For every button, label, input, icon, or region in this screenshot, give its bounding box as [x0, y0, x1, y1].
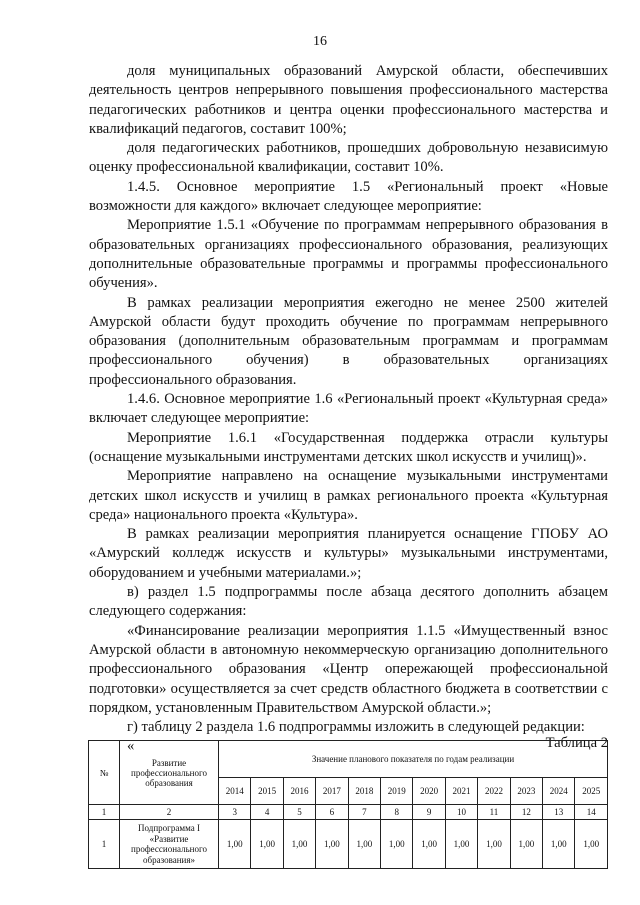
- column-number: 10: [445, 805, 477, 820]
- header-year: 2019: [381, 778, 413, 805]
- paragraph-2: доля педагогических работников, прошедших добровольную независимую оценку профессиональной квалификации, составит 10%.: [89, 140, 608, 176]
- column-number: 3: [219, 805, 251, 820]
- paragraph-11: «Финансирование реализации мероприятия 1.1.5 «Имущественный взнос Амурской области в автономную некоммерческую организацию дополнительного профессионального образования «Центр опережающей профессиональной подготовки» осуществляется за счет средств областного бюджета в соответствии с порядком, установленным Правительством Амурской области.»;: [89, 622, 608, 716]
- column-number: 8: [381, 805, 413, 820]
- table-caption: Таблица 2: [545, 735, 608, 751]
- header-year: 2015: [251, 778, 283, 805]
- column-number: 7: [348, 805, 380, 820]
- paragraph-6: 1.4.6. Основное мероприятие 1.6 «Региональный проект «Культурная среда» включает следующее мероприятие:: [89, 391, 608, 427]
- paragraph-9: В рамках реализации мероприятия планируется оснащение ГПОБУ АО «Амурский колледж искусств и культуры» музыкальными инструментами, оборудованием и учебными материалами.»;: [89, 526, 608, 581]
- paragraph-1: доля муниципальных образований Амурской области, обеспечивших деятельность центров непрерывного повышения профессионального мастерства педагогических работников и центра оценки профессионального мастерства и квалификаций педагогов, составит 100%;: [89, 63, 608, 137]
- paragraph-10: в) раздел 1.5 подпрограммы после абзаца десятого дополнить абзацем следующего содержания:: [89, 584, 608, 620]
- header-name: Развитие профессионального образования: [120, 741, 219, 805]
- row-value: 1,00: [510, 820, 542, 869]
- row-value: 1,00: [543, 820, 575, 869]
- paragraph-8: Мероприятие направлено на оснащение музыкальными инструментами детских школ искусств и училищ в рамках регионального проекта «Культурная среда» национального проекта «Культура».: [89, 468, 608, 523]
- indicator-table: [88, 740, 608, 869]
- row-value: 1,00: [575, 820, 608, 869]
- column-number: 12: [510, 805, 542, 820]
- header-year: 2018: [348, 778, 380, 805]
- header-year: 2020: [413, 778, 445, 805]
- column-number: 1: [89, 805, 120, 820]
- paragraph-7: Мероприятие 1.6.1 «Государственная поддержка отрасли культуры (оснащение музыкальными инструментами детских школ искусств и училищ)».: [89, 429, 608, 465]
- header-year: 2014: [219, 778, 251, 805]
- row-value: 1,00: [219, 820, 251, 869]
- header-years-title: Значение планового показателя по годам реализации: [219, 741, 608, 778]
- column-number: 2: [120, 805, 219, 820]
- paragraph-12: г) таблицу 2 раздела 1.6 подпрограммы изложить в следующей редакции:: [127, 719, 585, 736]
- paragraph-13: «: [127, 738, 135, 755]
- row-value: 1,00: [413, 820, 445, 869]
- header-year: 2021: [445, 778, 477, 805]
- document-body: [89, 62, 608, 757]
- row-name: Подпрограмма I «Развитие профессионального образования»: [120, 820, 219, 869]
- row-value: 1,00: [478, 820, 510, 869]
- header-year: 2016: [283, 778, 315, 805]
- table-row: [89, 820, 608, 869]
- column-number: 5: [283, 805, 315, 820]
- column-number: 6: [316, 805, 348, 820]
- column-number: 13: [543, 805, 575, 820]
- column-number: 11: [478, 805, 510, 820]
- paragraph-5: В рамках реализации мероприятия ежегодно не менее 2500 жителей Амурской области будут проходить обучение по программам непрерывного образования (дополнительным образовательным программам и программам профессионального обучения) в образовательных организациях профессионального образования.: [89, 294, 608, 388]
- row-value: 1,00: [283, 820, 315, 869]
- column-number: 4: [251, 805, 283, 820]
- column-number: 9: [413, 805, 445, 820]
- table-header-row: [89, 741, 608, 778]
- row-value: 1,00: [445, 820, 477, 869]
- row-value: 1,00: [348, 820, 380, 869]
- page-number: 16: [313, 34, 327, 49]
- header-year: 2023: [510, 778, 542, 805]
- column-number-row: [89, 805, 608, 820]
- header-year: 2025: [575, 778, 608, 805]
- row-num: 1: [89, 820, 120, 869]
- column-number: 14: [575, 805, 608, 820]
- header-year: 2017: [316, 778, 348, 805]
- header-year: 2024: [543, 778, 575, 805]
- row-value: 1,00: [316, 820, 348, 869]
- paragraph-3: 1.4.5. Основное мероприятие 1.5 «Региональный проект «Новые возможности для каждого» включает следующее мероприятие:: [89, 178, 608, 215]
- row-value: 1,00: [381, 820, 413, 869]
- paragraph-4: Мероприятие 1.5.1 «Обучение по программам непрерывного образования в образовательных организациях профессионального образования, реализующих дополнительные образовательные программы и программы профессионального обучения».: [89, 217, 608, 292]
- row-value: 1,00: [251, 820, 283, 869]
- header-year: 2022: [478, 778, 510, 805]
- header-num: №: [89, 741, 120, 805]
